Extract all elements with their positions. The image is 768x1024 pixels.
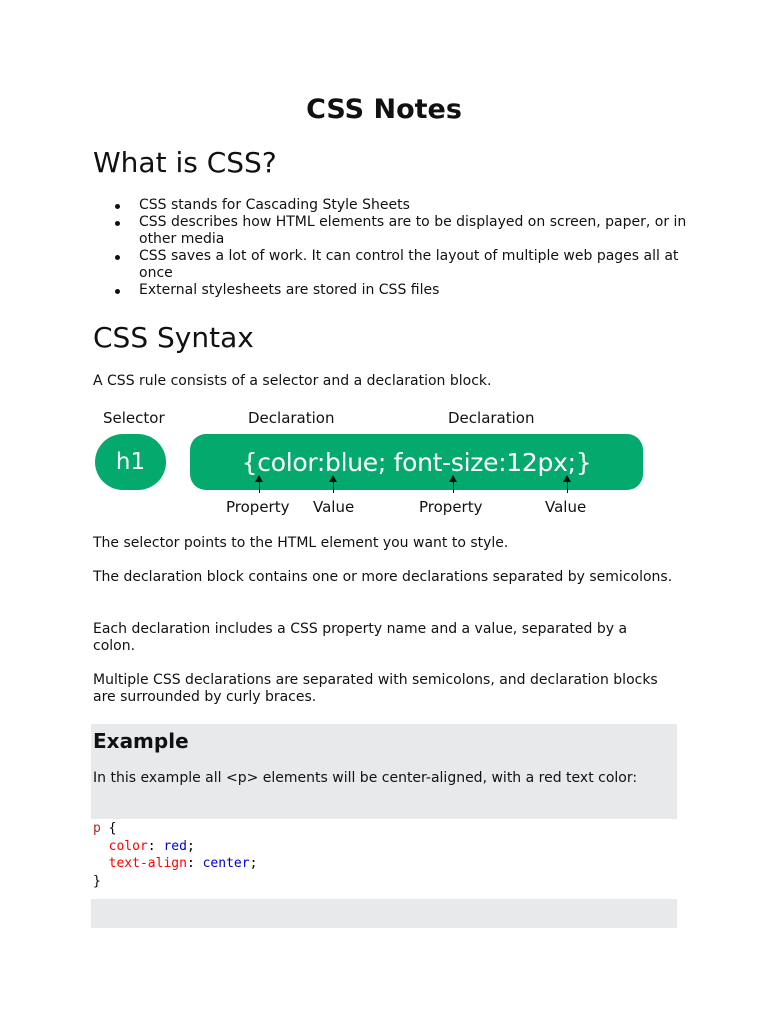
document-title: CSS Notes [306, 94, 462, 125]
code-value: center [202, 856, 250, 871]
code-example: p { color: red; text-align: center; } [91, 819, 677, 899]
arrow-up-icon [333, 476, 334, 493]
css-syntax-diagram [93, 404, 653, 522]
label-declaration-1: Declaration [248, 409, 335, 427]
bullet-item: CSS saves a lot of work. It can control the layout of multiple web pages all at once [139, 248, 699, 282]
declaration-pill: {color:blue; font-size:12px;} [190, 434, 643, 490]
selector-pill: h1 [95, 434, 166, 490]
code-property: text-align [108, 856, 187, 871]
example-heading: Example [93, 729, 189, 753]
section-heading-css-syntax: CSS Syntax [93, 321, 254, 354]
label-property-1: Property [226, 498, 290, 516]
label-declaration-2: Declaration [448, 409, 535, 427]
bullet-item: CSS describes how HTML elements are to be displayed on screen, paper, or in other media [139, 214, 699, 248]
example-description: In this example all <p> elements will be center-aligned, with a red text color: [93, 770, 638, 786]
syntax-intro-paragraph: A CSS rule consists of a selector and a declaration block. [93, 373, 492, 389]
label-property-2: Property [419, 498, 483, 516]
arrow-up-icon [259, 476, 260, 493]
code-open-brace: { [100, 821, 117, 836]
bullet-item: CSS stands for Cascading Style Sheets [139, 197, 699, 214]
syntax-paragraph: Multiple CSS declarations are separated with semicolons, and declaration blocks are surrounded by curly braces. [93, 672, 658, 705]
label-value-1: Value [313, 498, 355, 516]
example-box [91, 724, 677, 928]
code-property: color [108, 838, 148, 854]
code-close-brace: } [93, 873, 101, 889]
label-value-2: Value [545, 498, 587, 516]
label-selector: Selector [103, 409, 165, 427]
syntax-paragraph: The declaration block contains one or more declarations separated by semicolons. [93, 569, 673, 585]
arrow-up-icon [567, 476, 568, 493]
syntax-paragraph: Each declaration includes a CSS property name and a value, separated by a colon. [93, 621, 628, 654]
section-heading-what-is-css: What is CSS? [93, 146, 277, 179]
arrow-up-icon [453, 476, 454, 493]
code-value: red [163, 838, 187, 854]
what-is-css-bullet-list [93, 197, 699, 299]
bullet-item: External stylesheets are stored in CSS files [139, 282, 699, 299]
syntax-paragraph: The selector points to the HTML element you want to style. [93, 535, 509, 551]
code-selector: p [93, 821, 101, 836]
